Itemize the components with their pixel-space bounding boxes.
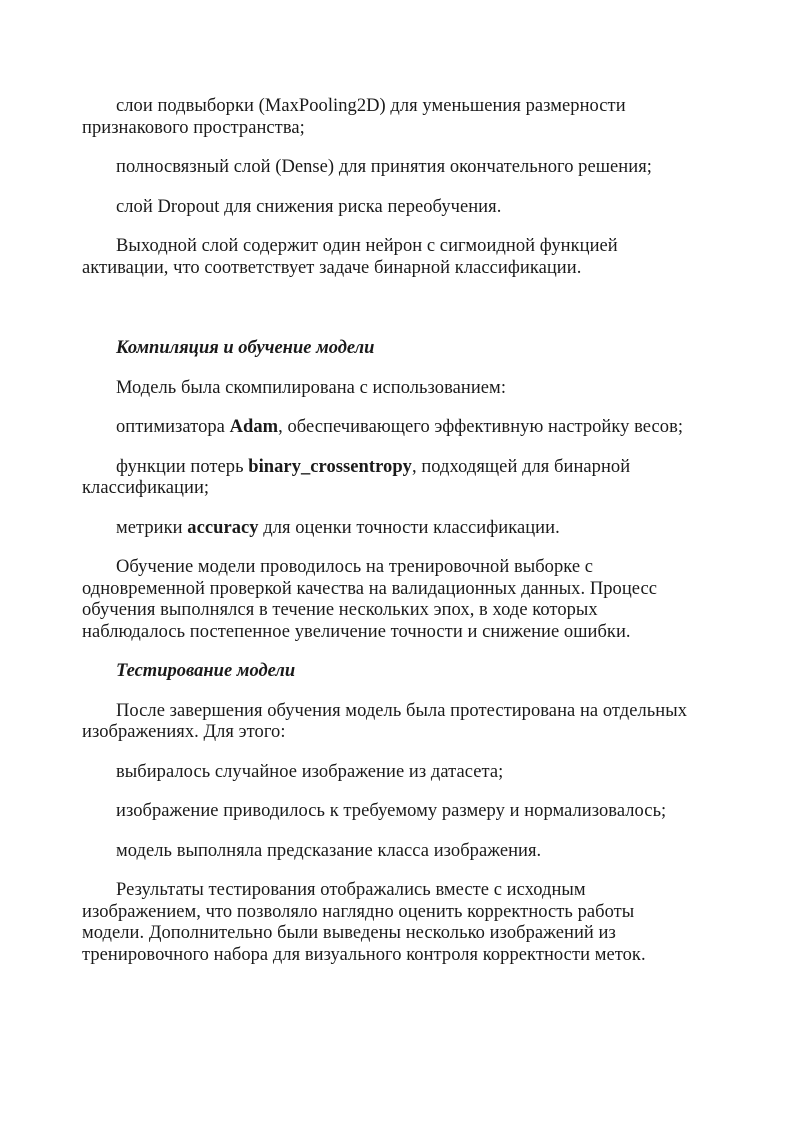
- paragraph-dense: полносвязный слой (Dense) для принятия окончательного решения;: [116, 157, 652, 177]
- optimizer-name: Adam: [229, 417, 279, 437]
- loss-text-after: , подходящей для бинарной классификации;: [82, 456, 631, 498]
- section-heading-testing: Тестирование модели: [116, 661, 296, 681]
- optimizer-text-after: , обеспечивающего эффективную настройку весов;: [278, 417, 684, 437]
- paragraph-optimizer: [82, 417, 700, 439]
- paragraph-random-image: выбиралось случайное изображение из датасета;: [116, 761, 504, 782]
- metric-text-after: для оценки точности классификации.: [258, 517, 560, 538]
- paragraph-results: Результаты тестирования отображались вместе с исходным изображением, что позволяло наглядно оценить корректность работы модели. Дополнительно были выведены несколько изображений из тренировочного набора для визуального контроля корректности меток.: [82, 880, 646, 965]
- loss-name: binary_crossentropy: [248, 456, 412, 477]
- paragraph-training: Обучение модели проводилось на тренировочной выборке с одновременной проверкой качества на валидационных данных. Процесс обучения выполнялся в течение нескольких эпох, в ходе которых наблюдалось постепенное увеличение точности и снижение ошибки.: [82, 557, 658, 642]
- paragraph-maxpooling: слои подвыборки (MaxPooling2D) для уменьшения размерности признакового пространства;: [82, 96, 626, 138]
- optimizer-text-before: оптимизатора: [116, 417, 230, 437]
- paragraph-output-layer: Выходной слой содержит один нейрон с сигмоидной функцией активации, что соответствует задаче бинарной классификации.: [82, 236, 618, 278]
- paragraph-loss-function: [82, 457, 700, 500]
- metric-name: accuracy: [187, 517, 259, 538]
- paragraph-prediction: модель выполняла предсказание класса изображения.: [116, 840, 542, 861]
- paragraph-resize-normalize: изображение приводилось к требуемому размеру и нормализовалось;: [116, 801, 667, 821]
- paragraph-compiled-with: Модель была скомпилирована с использованием:: [116, 377, 507, 398]
- loss-text-before: функции потерь: [116, 456, 249, 477]
- section-heading-compilation: Компиляция и обучение модели: [116, 338, 375, 358]
- paragraph-testing-intro: После завершения обучения модель была протестирована на отдельных изображениях. Для этого:: [82, 700, 688, 742]
- paragraph-metric: [82, 518, 700, 540]
- metric-text-before: метрики: [116, 517, 188, 538]
- paragraph-dropout: слой Dropout для снижения риска переобучения.: [116, 196, 502, 217]
